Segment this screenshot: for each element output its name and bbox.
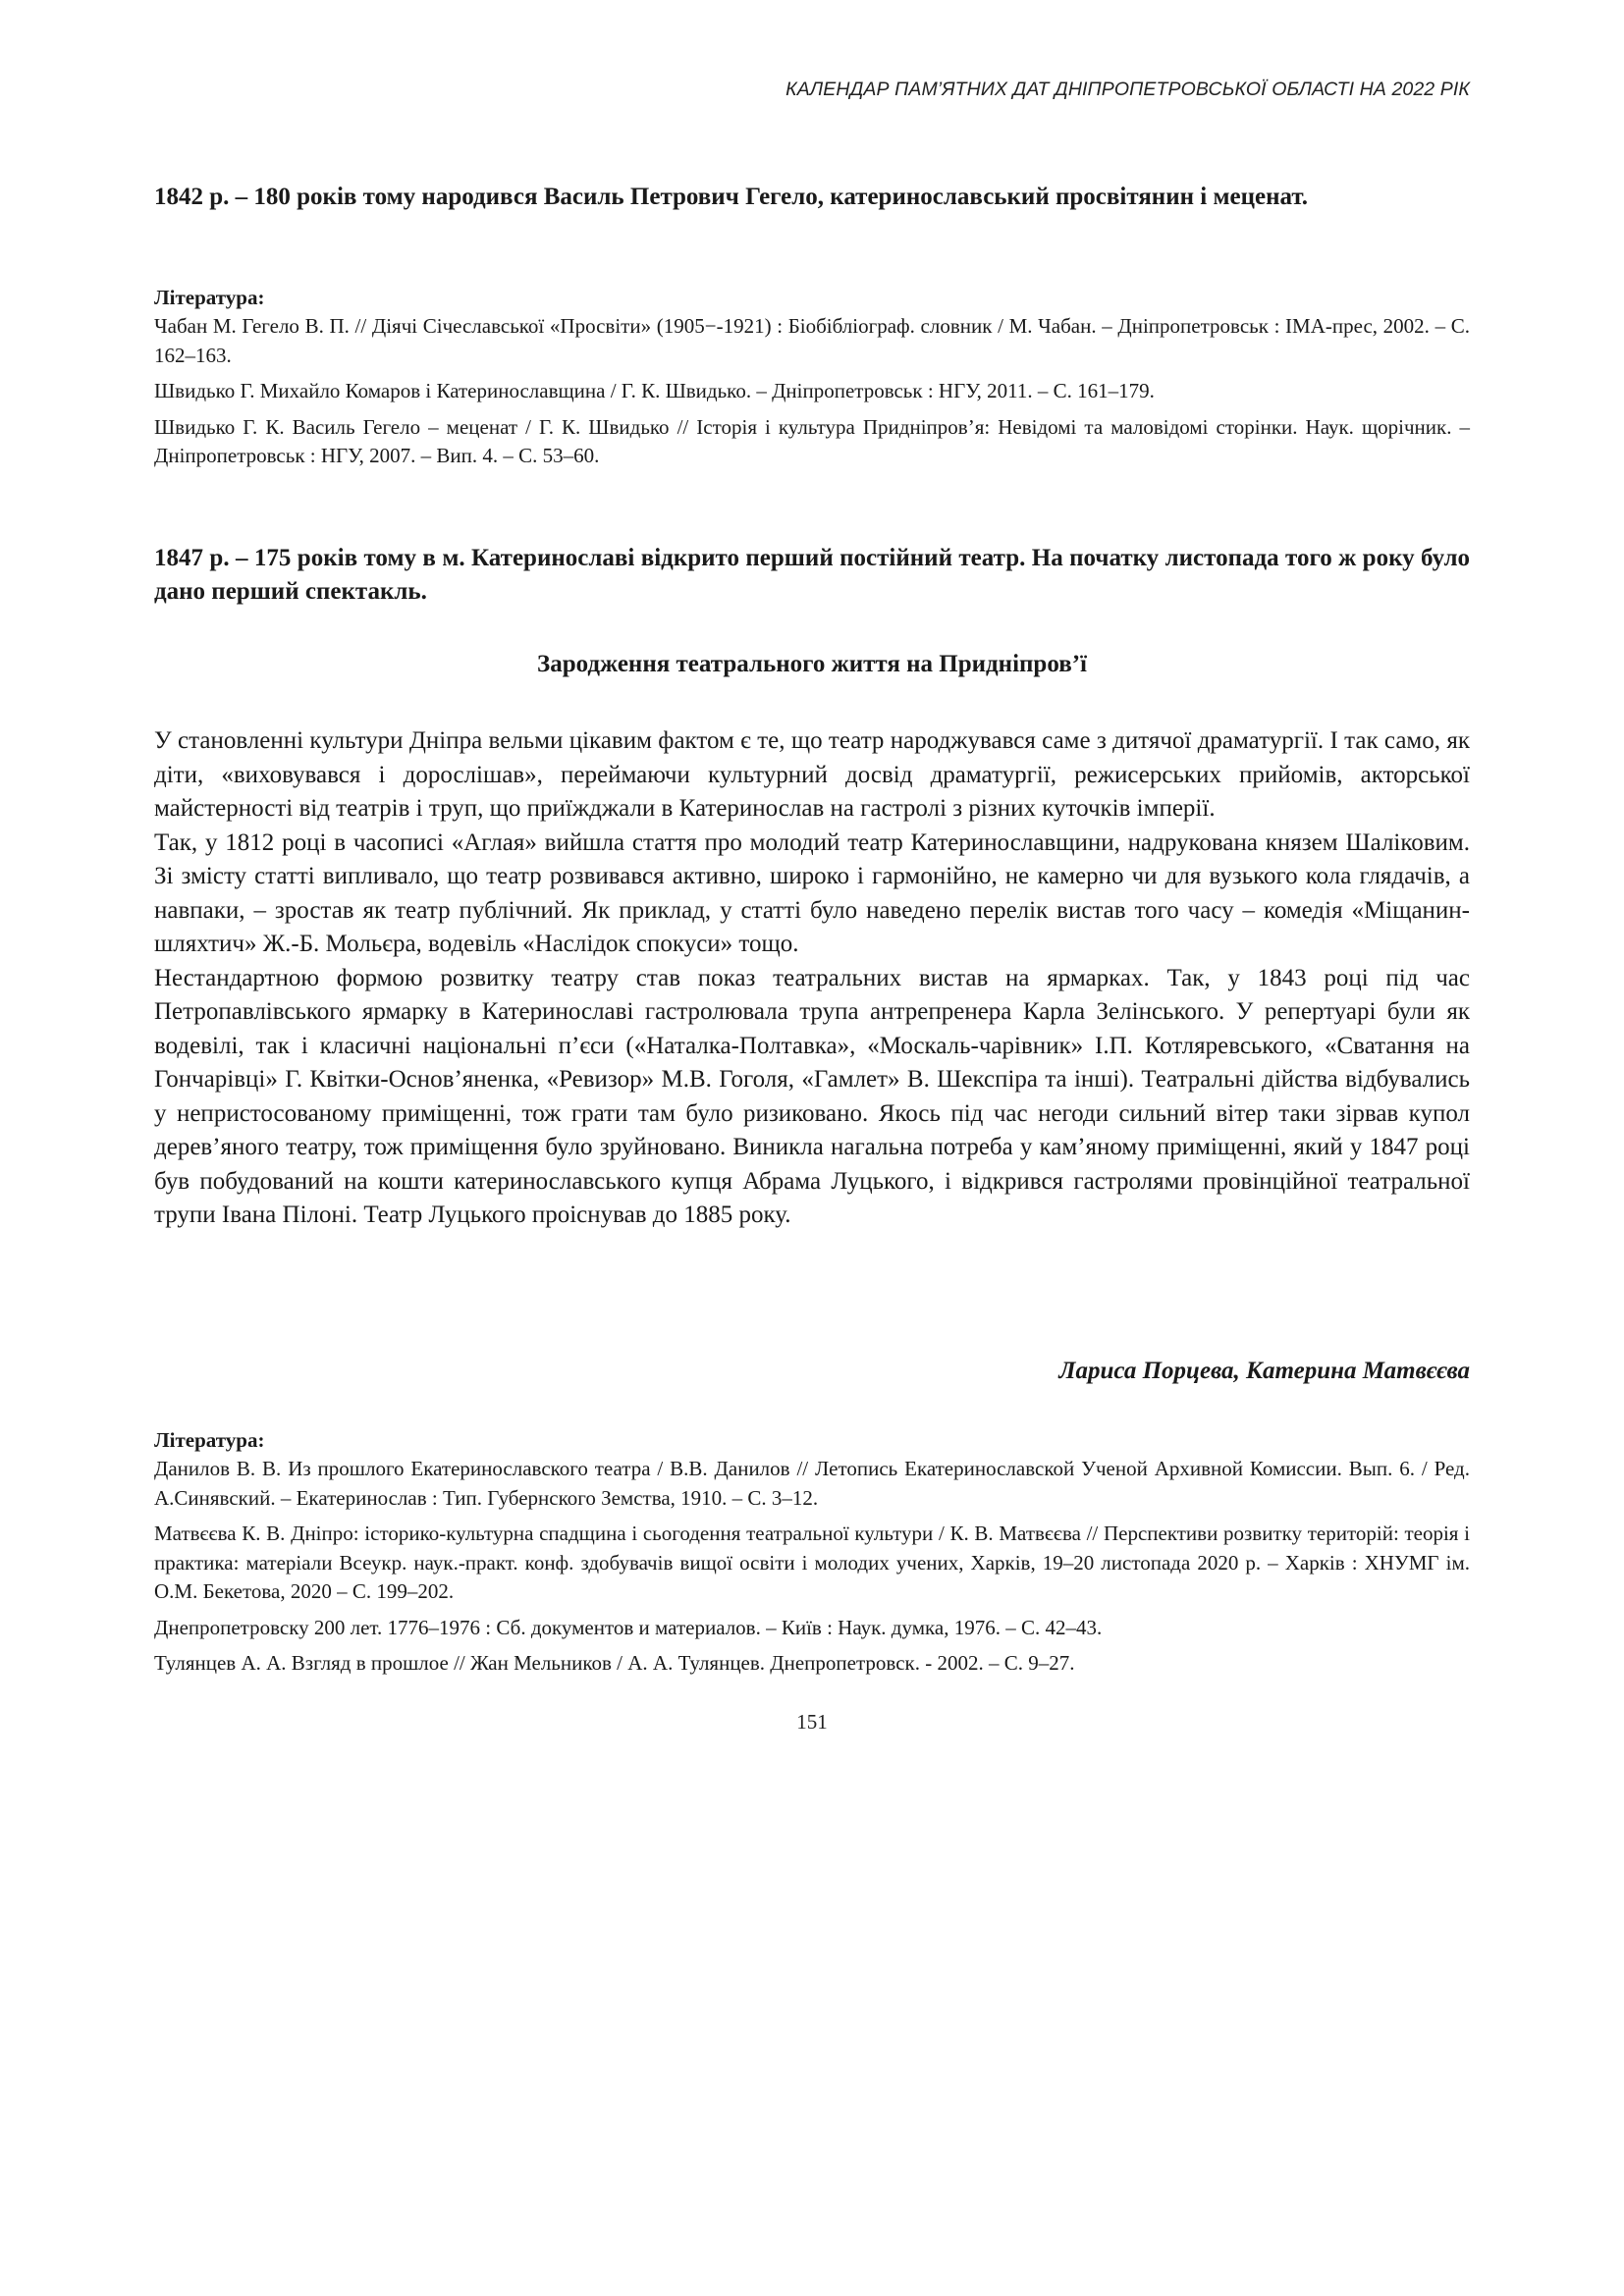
article-paragraph: Нестандартною формою розвитку театру став показ театральних вистав на ярмарках. Так, у 1843 році під час Петропавлівського ярмарку в Катеринославі гастролювала трупа антрепренера Карла Зелінського. У репертуарі були як водевілі, так і класичні національні п’єси («Наталка-Полтавка», «Москаль-чарівник» І.П. Котляревського, «Сватання на Гончарівці» Г. Квітки-Основ’яненка, «Ревизор» М.В. Гоголя, «Гамлет» В. Шекспіра та інші). Театральні дійства відбувались у непристосованому приміщенні, тож грати там було ризиковано. Якось під час негоди сильний вітер таки зірвав купол дерев’яного театру, тож приміщення було зруйновано. Виникла нагальна потреба у кам’яному приміщенні, який у 1847 році був побудований на кошти катеринославського купця Абрама Луцького, і відкрився гастролями провінційної театральної трупи Івана Пілоні. Театр Луцького проіснував до 1885 року. [154, 964, 1470, 1228]
entry-1-literature [154, 284, 1470, 478]
article-body [154, 724, 1470, 1233]
article-paragraph: Так, у 1812 році в часописі «Аглая» вийшла стаття про молодий театр Катеринославщини, надрукована князем Шаліковим. Зі змісту статті випливало, що театр розвивався активно, широко і гармонійно, не камерно чи для вузького кола глядачів, а навпаки, – зростав як театр публічний. Як приклад, у статті було наведено перелік вистав того часу – комедія «Міщанин-шляхтич» Ж.-Б. Мольєра, водевіль «Наслідок спокуси» тощо. [154, 828, 1470, 957]
document-page [154, 0, 1470, 2296]
literature-label: Література: [154, 1428, 265, 1452]
authors-block [154, 1355, 1470, 1388]
literature-item: Швидько Г. К. Василь Гегело – меценат / Г. К. Швидько // Історія і культура Придніпров’я: Невідомі та маловідомі сторінки. Наук. щорічник. – Дніпропетровськ : НГУ, 2007. – Вип. 4. – С. 53–60. [154, 414, 1470, 467]
article-subtitle: Зародження театрального життя на Придніпров’ї [537, 651, 1087, 677]
article-authors: Лариса Порцева, Катерина Матвєєва [1058, 1358, 1470, 1384]
entry-1-heading-block [154, 181, 1470, 214]
article-paragraph: У становленні культури Дніпра вельми цікавим фактом є те, що театр народжувався саме з дитячої драматургії. І так само, як діти, «виховувався і дорослішав», переймаючи культурний досвід драматургії, режисерських прийомів, акторської майстерності від театрів і труп, що приїжджали в Катеринослав на гастролі з різних куточків імперії. [154, 727, 1470, 822]
entry-2-heading-block [154, 542, 1470, 609]
entry-1-heading: 1842 р. – 180 років тому народився Василь Петрович Гегело, катеринославський просвітянин і меценат. [154, 184, 1308, 210]
literature-item: Тулянцев А. А. Взгляд в прошлое // Жан Мельников / А. А. Тулянцев. Днепропетровск. - 2002. – С. 9–27. [154, 1651, 1075, 1675]
running-header: КАЛЕНДАР ПАМ’ЯТНИХ ДАТ ДНІПРОПЕТРОВСЬКОЇ ОБЛАСТІ НА 2022 РІК [785, 79, 1470, 100]
page-number: 151 [796, 1710, 828, 1734]
entry-2-literature [154, 1426, 1470, 1685]
entry-2-heading: 1847 р. – 175 років тому в м. Катеринославі відкрито перший постійний театр. На початку листопада того ж року було дано перший спектакль. [154, 545, 1470, 605]
literature-label: Література: [154, 286, 265, 309]
literature-item: Днепропетровску 200 лет. 1776–1976 : Сб. документов и материалов. – Київ : Наук. думка, 1976. – С. 42–43. [154, 1615, 1103, 1639]
literature-item: Данилов В. В. Из прошлого Екатеринославского театра / В.В. Данилов // Летопись Екатеринославской Ученой Архивной Комиссии. Вып. 6. / Ред. А.Синявский. – Екатеринослав : Тип. Губернского Земства, 1910. – С. 3–12. [154, 1457, 1470, 1510]
literature-item: Чабан М. Гегело В. П. // Діячі Січеславської «Просвіти» (1905−-1921) : Біобібліограф. словник / М. Чабан. – Дніпропетровськ : ІМА-прес, 2002. – С. 162–163. [154, 314, 1470, 367]
entry-2-subtitle-block [154, 648, 1470, 681]
literature-item: Швидько Г. Михайло Комаров і Катеринославщина / Г. К. Швидько. – Дніпропетровськ : НГУ, 2011. – С. 161–179. [154, 379, 1155, 402]
literature-item: Матвєєва К. В. Дніпро: історико-культурна спадщина і сьогодення театральної культури / К. В. Матвєєва // Перспективи розвитку територій: теорія і практика: матеріали Всеукр. наук.-практ. конф. здобувачів вищої освіти і молодих учених, Харків, 19–20 листопада 2020 р. – Харків : ХНУМГ ім. О.М. Бекетова, 2020 – С. 199–202. [154, 1522, 1470, 1603]
